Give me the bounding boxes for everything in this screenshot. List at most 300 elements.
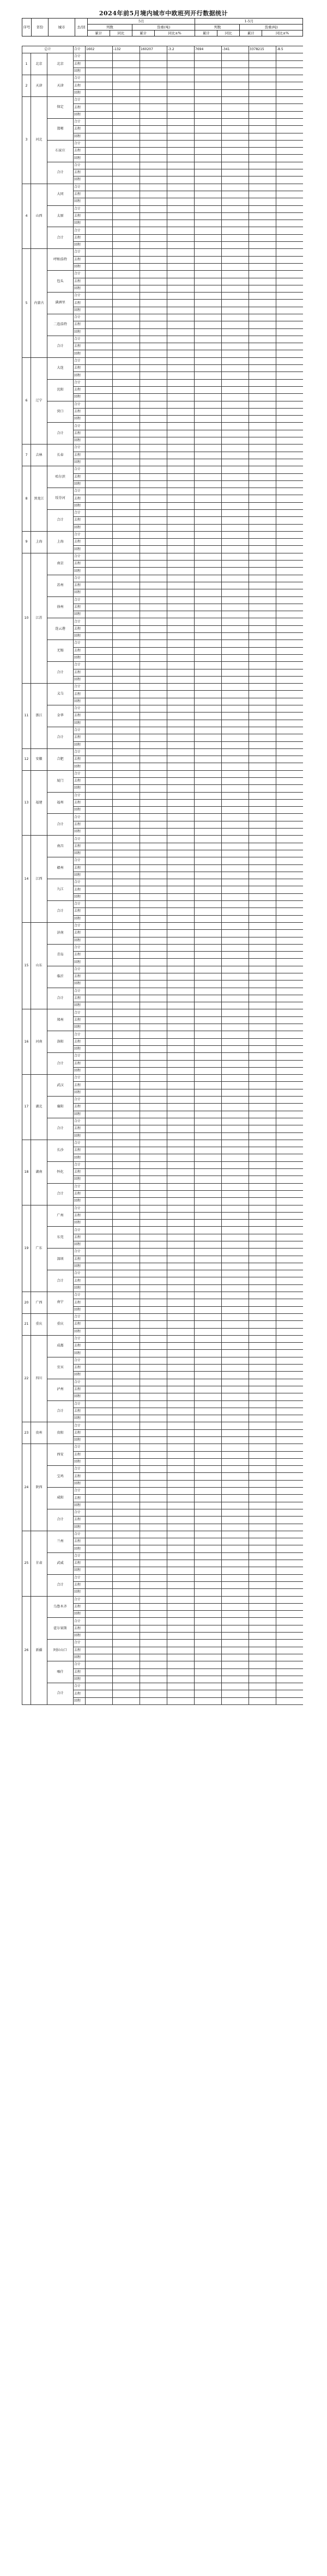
value-cell bbox=[140, 256, 167, 263]
row-city: 北京 bbox=[47, 53, 74, 75]
value-cell bbox=[86, 184, 113, 191]
value-cell bbox=[113, 705, 140, 712]
value-cell bbox=[140, 748, 167, 756]
value-cell bbox=[113, 1524, 140, 1531]
value-cell bbox=[276, 365, 304, 372]
value-cell bbox=[140, 1227, 167, 1234]
value-cell bbox=[86, 814, 113, 821]
value-cell bbox=[222, 1284, 249, 1292]
value-cell bbox=[86, 510, 113, 517]
value-cell bbox=[140, 1053, 167, 1060]
value-cell bbox=[195, 1611, 222, 1618]
value-cell bbox=[195, 495, 222, 502]
value-cell bbox=[222, 437, 249, 444]
value-cell bbox=[140, 452, 167, 459]
value-cell bbox=[222, 285, 249, 292]
value-cell bbox=[167, 1299, 195, 1306]
dir-label: 去程 bbox=[74, 1408, 86, 1415]
value-cell bbox=[113, 314, 140, 321]
value-cell bbox=[113, 242, 140, 249]
dir-label: 去程 bbox=[74, 1104, 86, 1111]
value-cell bbox=[113, 952, 140, 959]
dir-label: 回程 bbox=[74, 1415, 86, 1422]
dir-label: 回程 bbox=[74, 1567, 86, 1574]
value-cell bbox=[249, 1552, 276, 1560]
value-cell bbox=[113, 966, 140, 973]
value-cell bbox=[195, 293, 222, 300]
value-cell bbox=[140, 1169, 167, 1176]
value-cell bbox=[195, 720, 222, 727]
value-cell bbox=[140, 785, 167, 792]
value-cell bbox=[86, 1400, 113, 1408]
value-cell bbox=[222, 162, 249, 169]
value-cell bbox=[86, 915, 113, 922]
value-cell bbox=[113, 271, 140, 278]
value-cell bbox=[249, 1625, 276, 1632]
value-cell bbox=[222, 1111, 249, 1118]
total-cell: 7694 bbox=[195, 46, 222, 53]
value-cell bbox=[113, 162, 140, 169]
value-cell bbox=[195, 1372, 222, 1379]
value-cell bbox=[86, 1466, 113, 1473]
value-cell bbox=[249, 1270, 276, 1277]
value-cell bbox=[222, 1495, 249, 1502]
value-cell bbox=[276, 1082, 304, 1089]
dir-label: 合计 bbox=[74, 401, 86, 408]
value-cell bbox=[113, 807, 140, 814]
value-cell bbox=[113, 1488, 140, 1495]
value-cell bbox=[113, 1517, 140, 1524]
value-cell bbox=[140, 568, 167, 575]
dir-label: 回程 bbox=[74, 1611, 86, 1618]
value-cell bbox=[195, 307, 222, 314]
value-cell bbox=[276, 423, 304, 430]
value-cell bbox=[249, 256, 276, 263]
dir-label: 回程 bbox=[74, 328, 86, 336]
value-cell bbox=[276, 531, 304, 538]
value-cell bbox=[86, 118, 113, 125]
value-cell bbox=[276, 1495, 304, 1502]
value-cell bbox=[86, 1053, 113, 1060]
value-cell bbox=[113, 1393, 140, 1400]
value-cell bbox=[86, 720, 113, 727]
value-cell bbox=[222, 524, 249, 531]
value-cell bbox=[276, 133, 304, 140]
value-cell bbox=[86, 1502, 113, 1509]
value-cell bbox=[195, 1169, 222, 1176]
value-cell bbox=[167, 1458, 195, 1465]
value-cell bbox=[276, 973, 304, 981]
value-cell bbox=[167, 517, 195, 524]
value-cell bbox=[167, 843, 195, 850]
value-cell bbox=[140, 647, 167, 654]
value-cell bbox=[276, 1132, 304, 1140]
value-cell bbox=[195, 1429, 222, 1436]
value-cell bbox=[167, 1183, 195, 1190]
value-cell bbox=[167, 1509, 195, 1516]
value-cell bbox=[140, 1524, 167, 1531]
value-cell bbox=[222, 669, 249, 676]
value-cell bbox=[140, 1313, 167, 1320]
value-cell bbox=[222, 140, 249, 147]
value-cell bbox=[276, 843, 304, 850]
value-cell bbox=[113, 1343, 140, 1350]
value-cell bbox=[140, 879, 167, 886]
value-cell bbox=[222, 1053, 249, 1060]
value-cell bbox=[86, 1082, 113, 1089]
value-cell bbox=[195, 473, 222, 480]
dir-label: 合计 bbox=[74, 575, 86, 582]
value-cell bbox=[249, 300, 276, 307]
value-cell bbox=[167, 198, 195, 205]
value-cell bbox=[167, 111, 195, 118]
dir-label: 去程 bbox=[74, 1603, 86, 1610]
value-cell bbox=[86, 314, 113, 321]
value-cell bbox=[167, 807, 195, 814]
value-cell bbox=[140, 712, 167, 720]
table-row bbox=[22, 1488, 304, 1495]
row-city: 重庆 bbox=[47, 1313, 74, 1335]
value-cell bbox=[86, 1517, 113, 1524]
value-cell bbox=[140, 850, 167, 857]
value-cell bbox=[195, 973, 222, 981]
value-cell bbox=[86, 176, 113, 184]
value-cell bbox=[140, 959, 167, 966]
value-cell bbox=[195, 1365, 222, 1372]
value-cell bbox=[86, 1205, 113, 1212]
value-cell bbox=[249, 807, 276, 814]
value-cell bbox=[113, 1118, 140, 1125]
value-cell bbox=[276, 1277, 304, 1284]
value-cell bbox=[167, 792, 195, 799]
value-cell bbox=[195, 1067, 222, 1074]
value-cell bbox=[140, 1176, 167, 1183]
value-cell bbox=[167, 1241, 195, 1248]
value-cell bbox=[140, 1016, 167, 1024]
value-cell bbox=[86, 1668, 113, 1676]
row-province: 上海 bbox=[31, 531, 47, 553]
value-cell bbox=[86, 1009, 113, 1016]
value-cell bbox=[195, 1603, 222, 1610]
value-cell bbox=[222, 1002, 249, 1009]
dir-label: 回程 bbox=[74, 633, 86, 640]
dir-label: 回程 bbox=[74, 263, 86, 270]
dir-label: 回程 bbox=[74, 372, 86, 379]
value-cell bbox=[249, 1082, 276, 1089]
row-province: 陕西 bbox=[31, 1444, 47, 1531]
value-cell bbox=[276, 459, 304, 466]
value-cell bbox=[86, 1234, 113, 1241]
value-cell bbox=[195, 582, 222, 589]
value-cell bbox=[195, 959, 222, 966]
value-cell bbox=[113, 1220, 140, 1227]
value-cell bbox=[195, 416, 222, 423]
value-cell bbox=[249, 1429, 276, 1436]
dir-label: 合计 bbox=[74, 184, 86, 191]
dir-label: 回程 bbox=[74, 437, 86, 444]
value-cell bbox=[167, 184, 195, 191]
value-cell bbox=[222, 155, 249, 162]
value-cell bbox=[113, 524, 140, 531]
value-cell bbox=[195, 850, 222, 857]
dir-label: 回程 bbox=[74, 589, 86, 596]
value-cell bbox=[276, 915, 304, 922]
value-cell bbox=[140, 908, 167, 915]
value-cell bbox=[222, 148, 249, 155]
value-cell bbox=[167, 1683, 195, 1690]
dir-label: 回程 bbox=[74, 1676, 86, 1683]
row-seq: 9 bbox=[22, 531, 31, 553]
value-cell bbox=[222, 625, 249, 632]
row-city: 济南 bbox=[47, 922, 74, 944]
value-cell bbox=[195, 937, 222, 944]
value-cell bbox=[222, 1067, 249, 1074]
value-cell bbox=[140, 517, 167, 524]
row-province: 广西 bbox=[31, 1292, 47, 1314]
row-city: 无锡 bbox=[47, 640, 74, 662]
value-cell bbox=[222, 698, 249, 705]
value-cell bbox=[222, 1676, 249, 1683]
value-cell bbox=[113, 1661, 140, 1668]
value-cell bbox=[249, 966, 276, 973]
value-cell bbox=[276, 1299, 304, 1306]
value-cell bbox=[276, 864, 304, 872]
dir-label: 合计 bbox=[74, 162, 86, 169]
value-cell bbox=[249, 944, 276, 951]
value-cell bbox=[249, 1466, 276, 1473]
value-cell bbox=[113, 1313, 140, 1320]
table-row bbox=[22, 1661, 304, 1668]
table-row bbox=[22, 640, 304, 647]
value-cell bbox=[167, 242, 195, 249]
dir-label: 合计 bbox=[74, 1596, 86, 1603]
value-cell bbox=[86, 1429, 113, 1436]
value-cell bbox=[86, 1321, 113, 1328]
value-cell bbox=[222, 1640, 249, 1647]
value-cell bbox=[276, 821, 304, 828]
value-cell bbox=[249, 1009, 276, 1016]
dir-label: 合计 bbox=[74, 97, 86, 104]
value-cell bbox=[276, 1104, 304, 1111]
value-cell bbox=[276, 401, 304, 408]
value-cell bbox=[167, 625, 195, 632]
value-cell bbox=[140, 263, 167, 270]
value-cell bbox=[195, 394, 222, 401]
dir-label: 回程 bbox=[74, 1002, 86, 1009]
dir-label: 去程 bbox=[74, 1365, 86, 1372]
table-row bbox=[22, 1140, 304, 1147]
value-cell bbox=[195, 198, 222, 205]
dir-label: 回程 bbox=[74, 546, 86, 553]
value-cell bbox=[222, 1683, 249, 1690]
value-cell bbox=[140, 944, 167, 951]
value-cell bbox=[113, 727, 140, 734]
value-cell bbox=[140, 1111, 167, 1118]
value-cell bbox=[140, 1400, 167, 1408]
value-cell bbox=[222, 1270, 249, 1277]
value-cell bbox=[195, 1408, 222, 1415]
value-cell bbox=[195, 1437, 222, 1444]
value-cell bbox=[113, 988, 140, 995]
value-cell bbox=[276, 814, 304, 821]
value-cell bbox=[86, 459, 113, 466]
dir-label: 回程 bbox=[74, 829, 86, 836]
value-cell bbox=[222, 546, 249, 553]
value-cell bbox=[86, 271, 113, 278]
row-city: 合计 bbox=[47, 1400, 74, 1422]
value-cell bbox=[195, 1538, 222, 1545]
value-cell bbox=[167, 220, 195, 227]
value-cell bbox=[222, 517, 249, 524]
table-row bbox=[22, 336, 304, 343]
value-cell bbox=[222, 1205, 249, 1212]
value-cell bbox=[195, 140, 222, 147]
value-cell bbox=[113, 654, 140, 661]
value-cell bbox=[249, 575, 276, 582]
value-cell bbox=[222, 386, 249, 393]
value-cell bbox=[113, 981, 140, 988]
value-cell bbox=[249, 314, 276, 321]
value-cell bbox=[167, 1603, 195, 1610]
value-cell bbox=[86, 198, 113, 205]
value-cell bbox=[167, 1016, 195, 1024]
value-cell bbox=[113, 1067, 140, 1074]
value-cell bbox=[167, 712, 195, 720]
dir-label: 合计 bbox=[74, 227, 86, 234]
value-cell bbox=[222, 97, 249, 104]
total-cell: -132 bbox=[113, 46, 140, 53]
row-seq: 19 bbox=[22, 1205, 31, 1292]
dir-label: 合计 bbox=[74, 836, 86, 843]
value-cell bbox=[249, 220, 276, 227]
row-city: 金华 bbox=[47, 705, 74, 727]
dir-label: 去程 bbox=[74, 995, 86, 1002]
row-city: 石家庄 bbox=[47, 140, 74, 162]
value-cell bbox=[249, 1654, 276, 1661]
value-cell bbox=[222, 1118, 249, 1125]
dir-label: 回程 bbox=[74, 133, 86, 140]
value-cell bbox=[276, 1343, 304, 1350]
value-cell bbox=[276, 220, 304, 227]
value-cell bbox=[276, 1429, 304, 1436]
value-cell bbox=[86, 872, 113, 879]
dir-label: 合计 bbox=[74, 1422, 86, 1429]
value-cell bbox=[113, 293, 140, 300]
dir-label: 合计 bbox=[74, 1488, 86, 1495]
value-cell bbox=[249, 1517, 276, 1524]
dir-label: 合计 bbox=[74, 922, 86, 929]
dir-label: 回程 bbox=[74, 981, 86, 988]
value-cell bbox=[113, 1205, 140, 1212]
value-cell bbox=[276, 604, 304, 611]
value-cell bbox=[167, 423, 195, 430]
value-cell bbox=[249, 589, 276, 596]
value-cell bbox=[113, 1444, 140, 1451]
dir-label: 合计 bbox=[74, 357, 86, 364]
value-cell bbox=[195, 401, 222, 408]
value-cell bbox=[249, 792, 276, 799]
value-cell bbox=[140, 60, 167, 68]
dir-label: 去程 bbox=[74, 604, 86, 611]
value-cell bbox=[249, 821, 276, 828]
value-cell bbox=[140, 575, 167, 582]
value-cell bbox=[167, 104, 195, 111]
value-cell bbox=[86, 1379, 113, 1386]
dir-label: 回程 bbox=[74, 220, 86, 227]
dir-label: 合计 bbox=[74, 423, 86, 430]
value-cell bbox=[249, 1545, 276, 1552]
value-cell bbox=[276, 799, 304, 806]
value-cell bbox=[249, 104, 276, 111]
value-cell bbox=[249, 553, 276, 560]
value-cell bbox=[276, 1386, 304, 1393]
dir-label: 合计 bbox=[74, 988, 86, 995]
dir-label: 回程 bbox=[74, 350, 86, 357]
table-row bbox=[22, 271, 304, 278]
value-cell bbox=[222, 1647, 249, 1654]
value-cell bbox=[113, 488, 140, 495]
value-cell bbox=[140, 118, 167, 125]
value-cell bbox=[167, 510, 195, 517]
value-cell bbox=[249, 1176, 276, 1183]
value-cell bbox=[195, 212, 222, 220]
value-cell bbox=[167, 1633, 195, 1640]
row-seq: 8 bbox=[22, 466, 31, 532]
value-cell bbox=[113, 1249, 140, 1256]
value-cell bbox=[86, 1263, 113, 1270]
value-cell bbox=[167, 1647, 195, 1654]
row-city: 上海 bbox=[47, 531, 74, 553]
value-cell bbox=[195, 97, 222, 104]
value-cell bbox=[86, 1415, 113, 1422]
value-cell bbox=[140, 473, 167, 480]
value-cell bbox=[86, 1574, 113, 1581]
value-cell bbox=[195, 944, 222, 951]
dir-label: 回程 bbox=[74, 698, 86, 705]
value-cell bbox=[167, 1538, 195, 1545]
value-cell bbox=[195, 1089, 222, 1096]
row-seq: 17 bbox=[22, 1075, 31, 1140]
value-cell bbox=[86, 777, 113, 784]
value-cell bbox=[167, 959, 195, 966]
value-cell bbox=[167, 1198, 195, 1205]
value-cell bbox=[167, 1104, 195, 1111]
value-cell bbox=[86, 430, 113, 437]
value-cell bbox=[195, 684, 222, 691]
value-cell bbox=[86, 1241, 113, 1248]
value-cell bbox=[195, 256, 222, 263]
dir-label: 回程 bbox=[74, 1350, 86, 1357]
value-cell bbox=[249, 271, 276, 278]
value-cell bbox=[167, 1343, 195, 1350]
value-cell bbox=[222, 756, 249, 763]
value-cell bbox=[249, 1241, 276, 1248]
value-cell bbox=[167, 1263, 195, 1270]
value-cell bbox=[140, 836, 167, 843]
table-row bbox=[22, 1009, 304, 1016]
value-cell bbox=[222, 242, 249, 249]
value-cell bbox=[167, 89, 195, 96]
value-cell bbox=[249, 321, 276, 328]
value-cell bbox=[113, 1545, 140, 1552]
row-city: 霍尔果斯 bbox=[47, 1618, 74, 1640]
value-cell bbox=[249, 1132, 276, 1140]
value-cell bbox=[195, 242, 222, 249]
total-cell: -3.2 bbox=[167, 46, 195, 53]
value-cell bbox=[113, 372, 140, 379]
value-cell bbox=[222, 1567, 249, 1574]
dir-label: 合计 bbox=[74, 1444, 86, 1451]
